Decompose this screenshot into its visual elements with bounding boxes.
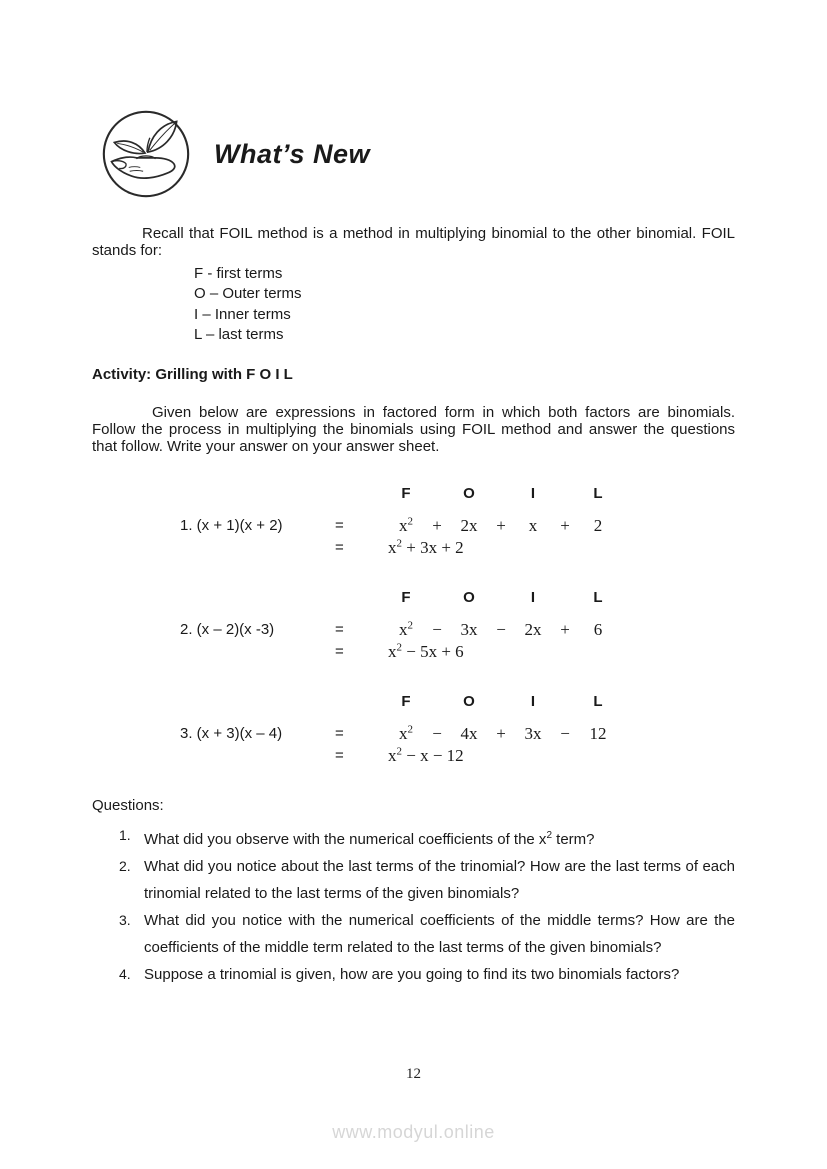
question-item <box>92 853 735 907</box>
term: 2x <box>460 515 478 535</box>
spacer <box>424 693 450 723</box>
foil-letter: F <box>401 692 411 710</box>
foil-letter: F <box>401 484 411 502</box>
term: 4x <box>460 723 478 743</box>
foil-letter: I <box>530 692 536 710</box>
foil-letter: I <box>530 484 536 502</box>
spacer <box>488 589 514 619</box>
question-text: Suppose a trinomial is given, how are you going to find its two binomials factors? <box>144 965 680 983</box>
operator: − <box>560 723 570 743</box>
foil-letter: L <box>593 692 603 710</box>
operator: − <box>432 619 442 639</box>
activity-heading: Activity: Grilling with F O I L <box>92 365 293 383</box>
question-item <box>92 822 735 853</box>
example-label: 2. (x – 2)(x -3) <box>180 620 275 638</box>
question-item <box>92 907 735 961</box>
spacer <box>488 485 514 515</box>
question-text: What did you observe with the numerical coefficients of the $x^2$ term? <box>144 829 595 848</box>
term: 2x <box>524 619 542 639</box>
operator: + <box>496 723 506 743</box>
foil-definition-item: I – Inner terms <box>194 305 291 323</box>
example-label: 1. (x + 1)(x + 2) <box>180 516 283 534</box>
term: 3x <box>460 619 478 639</box>
foil-letter: L <box>593 484 603 502</box>
simplified-expression: $x^2 - x - 12$ <box>388 744 464 765</box>
operator: + <box>560 515 570 535</box>
spacer <box>180 693 335 723</box>
question-item <box>92 961 735 988</box>
questions-list <box>92 822 735 988</box>
example-label: 3. (x + 3)(x – 4) <box>180 724 283 742</box>
spacer <box>335 589 388 619</box>
foil-letter: L <box>593 588 603 606</box>
question-number: 3. <box>119 911 131 928</box>
question-number: 1. <box>119 826 131 843</box>
simplified-expression: $x^2 + 3x + 2$ <box>388 536 464 557</box>
foil-examples <box>92 485 735 767</box>
watermark: www.modyul.online <box>332 1122 495 1142</box>
operator: + <box>496 515 506 535</box>
operator: + <box>560 619 570 639</box>
foil-letter: O <box>463 588 475 606</box>
hand-plant-icon <box>100 108 192 200</box>
term: 12 <box>589 723 607 743</box>
activity-instructions: Given below are expressions in factored form in which both factors are binomials. Follow the process in multiplying the binomials using FOIL method and answer the questions that follow. Write your answer on your answer sheet. <box>92 403 735 455</box>
page-number: 12 <box>406 1066 421 1082</box>
foil-letter: I <box>530 588 536 606</box>
foil-definitions <box>194 264 735 346</box>
spacer <box>552 693 578 723</box>
foil-example-grid <box>180 693 735 767</box>
foil-letter: O <box>463 692 475 710</box>
spacer <box>488 693 514 723</box>
foil-example <box>92 485 735 559</box>
term: $x^2$ <box>399 514 413 535</box>
section-header <box>100 0 735 200</box>
operator: − <box>432 723 442 743</box>
question-number: 2. <box>119 857 131 874</box>
operator: − <box>496 619 506 639</box>
foil-definition-item: L – last terms <box>194 326 284 344</box>
term: x <box>528 515 538 535</box>
spacer <box>180 537 335 559</box>
foil-example <box>92 589 735 663</box>
intro-paragraph: Recall that FOIL method is a method in multiplying binomial to the other binomial. FOIL stands for: <box>92 225 735 259</box>
term: $x^2$ <box>399 722 413 743</box>
questions-heading: Questions: <box>92 796 164 814</box>
question-number: 4. <box>119 965 131 982</box>
foil-example-grid <box>180 589 735 663</box>
foil-example <box>92 693 735 767</box>
spacer <box>335 693 388 723</box>
equals-sign: = <box>335 620 344 638</box>
term: 6 <box>593 619 603 639</box>
term: $x^2$ <box>399 618 413 639</box>
spacer <box>180 745 335 767</box>
foil-definition-item: F - first terms <box>194 265 283 282</box>
equals-sign: = <box>335 724 344 742</box>
spacer <box>180 641 335 663</box>
term: 3x <box>524 723 542 743</box>
question-text: What did you notice with the numerical coefficients of the middle terms? How are the coefficients of the middle term related to the last terms of the given binomials? <box>144 911 735 956</box>
equals-sign: = <box>335 538 344 556</box>
operator: + <box>432 515 442 535</box>
question-text: What did you notice about the last terms of the trinomial? How are the last terms of each trinomial related to the last terms of the given binomials? <box>144 857 735 902</box>
spacer <box>424 589 450 619</box>
equals-sign: = <box>335 642 344 660</box>
page-title: What’s New <box>214 138 371 169</box>
spacer <box>180 589 335 619</box>
spacer <box>424 485 450 515</box>
spacer <box>180 485 335 515</box>
spacer <box>335 485 388 515</box>
foil-example-grid <box>180 485 735 559</box>
foil-letter: O <box>463 484 475 502</box>
equals-sign: = <box>335 746 344 764</box>
equals-sign: = <box>335 516 344 534</box>
spacer <box>552 589 578 619</box>
term: 2 <box>593 515 603 535</box>
simplified-expression: $x^2 - 5x + 6$ <box>388 640 464 661</box>
foil-definition-item: O – Outer terms <box>194 285 302 303</box>
foil-letter: F <box>401 588 411 606</box>
spacer <box>552 485 578 515</box>
